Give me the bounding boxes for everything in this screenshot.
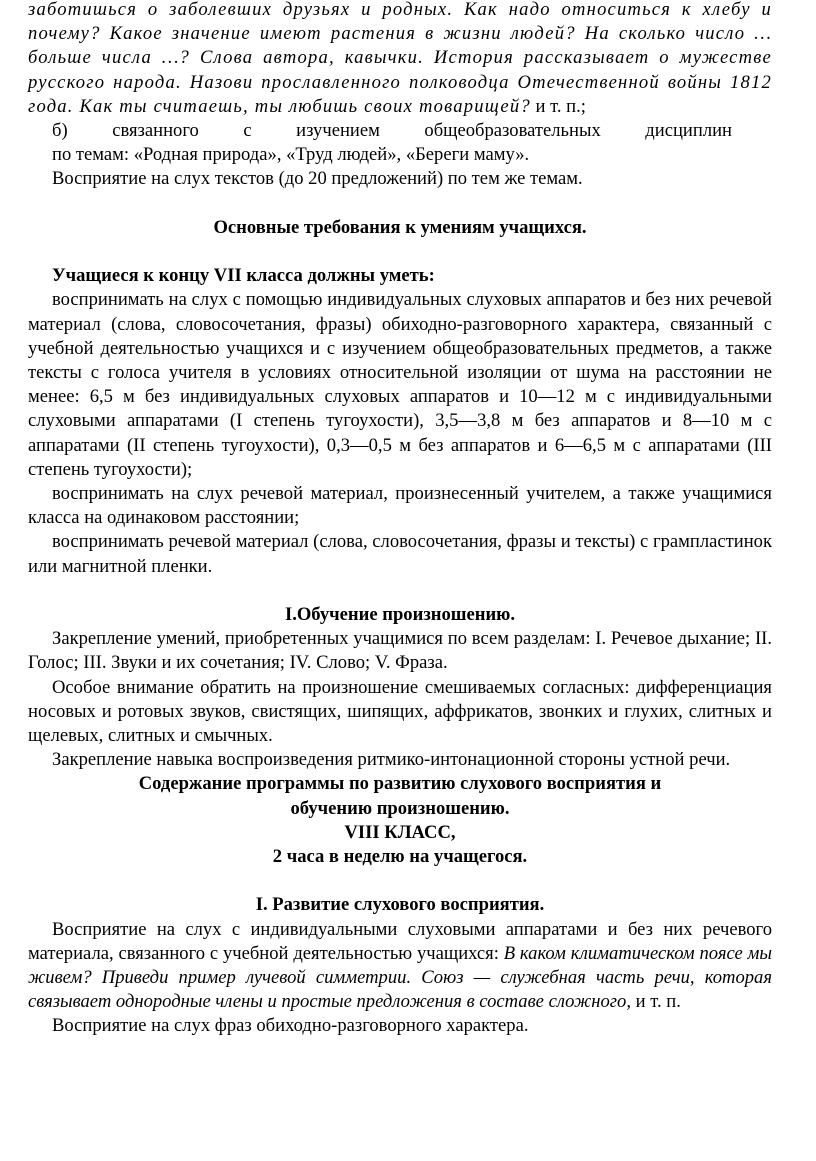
heading-content-line1: Содержание программы по развитию слухового восприятия и — [138, 773, 662, 795]
heading-grade7: Учащиеся к концу VII класса должны уметь: — [52, 265, 435, 287]
pronunciation-1: Закрепление умений, приобретенных учащимися по всем разделам: I. Речевое дыхание; II. Голос; III. Звуки и их сочетания; IV. Слово; V. Фраза. — [28, 628, 772, 674]
spacer — [28, 240, 772, 264]
heading-content-line2: обучению произношению. — [290, 797, 510, 819]
heading-hours: 2 часа в неделю на учащегося. — [272, 846, 528, 868]
item-b-line2: по темам: «Родная природа», «Труд людей», «Береги маму». — [52, 144, 530, 166]
heading-pronunciation: I.Обучение произношению. — [284, 604, 516, 626]
heading-grade8: VIII КЛАСС, — [344, 821, 456, 843]
pronunciation-2: Особое внимание обратить на произношение смешиваемых согласных: дифференциация носовых и ротовых звуков, свистящих, шипящих, аффрикатов, звонких и глухих, слитных и щелевых, слитных и смычных. — [28, 676, 772, 747]
perception-1: Восприятие на слух с индивидуальными слуховыми аппаратами и без них речевого материала, связанного с учебной деятельностью учащихся: В каком климатическом поясе мы живем? Приведи пример лучевой симметрии. Союз — служебная часть речи, которая связывает однородные члены и простые предложения в составе сложного, и т. п. — [28, 918, 772, 1013]
spacer — [28, 869, 772, 893]
requirement-1: воспринимать на слух с помощью индивидуальных слуховых аппаратов и без них речевой материал (слова, словосочетания, фразы) обиходно-разговорного характера, связанный с учебной деятельностью учащихся и с изучением общеобразовательных предметов, а также тексты с голоса учителя в условиях относительной изоляции от шума на расстоянии не менее: 6,5 м без индивидуальных слуховых аппаратов и 10—12 м с индивидуальными слуховыми аппаратами (I степень тугоухости), 3,5—3,8 м без аппаратов и 8—10 м с аппаратами (II степень тугоухости), 0,3—0,5 м без аппаратов и 6—6,5 м с аппаратами (III степень тугоухости); — [28, 289, 772, 480]
requirement-3: воспринимать речевой материал (слова, словосочетания, фразы и тексты) с грампластинок или магнитной пленки. — [28, 531, 772, 577]
perception-note: Восприятие на слух текстов (до 20 предложений) по тем же темам. — [52, 168, 583, 190]
heading-perception: I. Развитие слухового восприятия. — [255, 894, 545, 916]
requirement-2: воспринимать на слух речевой материал, произнесенный учителем, а также учащимися класса на одинаковом расстоянии; — [28, 483, 772, 529]
intro-paragraph — [28, 0, 772, 119]
intro-tail: и т. п.; — [530, 95, 586, 117]
spacer — [28, 579, 772, 603]
item-b-line1: б) связанного с изучением общеобразовательных дисциплин — [52, 120, 732, 142]
pronunciation-3: Закрепление навыка воспроизведения ритмико-интонационной стороны устной речи. — [52, 749, 731, 771]
intro-italic-text: заботишься о заболевших друзьях и родных. Как надо относиться к хлебу и почему? Какое значение имеют растения в жизни людей? На сколько число … больше числа …? Слова автора, кавычки. История рассказывает о мужестве русского народа. Назови прославленного полководца Отечественной войны 1812 года. Как ты считаешь, ты любишь своих товарищей? — [28, 0, 772, 117]
perception-2: Восприятие на слух фраз обиходно-разговорного характера. — [52, 1015, 529, 1037]
heading-requirements: Основные требования к умениям учащихся. — [213, 216, 587, 238]
spacer — [28, 192, 772, 216]
